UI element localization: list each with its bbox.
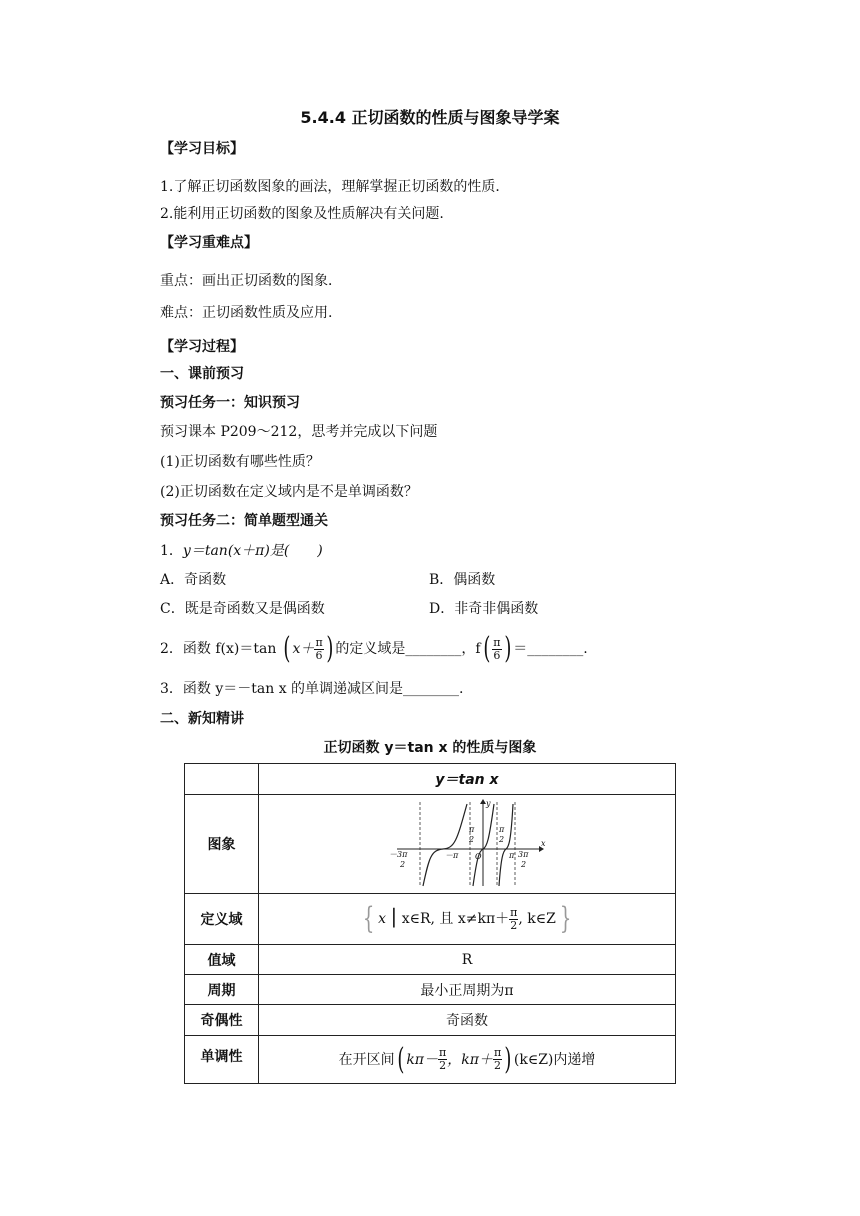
right-paren-icon: ) [326,631,334,666]
exercise-1-number: 1． [160,543,183,559]
domain-label: 定义域 [185,894,259,945]
right-paren-icon: ) [503,631,511,666]
range-label: 值域 [185,945,259,975]
part1-heading: 一、课前预习 [160,366,244,382]
y-axis-label: y [486,799,491,808]
neg-3pi-den: 2 [400,860,406,869]
neg-sign-label: － [389,850,397,859]
task2-heading: 预习任务二：简单题型通关 [160,513,328,529]
tan-branch-right [499,804,513,886]
preview-text: 预习课本 P209～212，思考并完成以下问题 [160,424,438,440]
table-header: y＝tan x [259,764,676,795]
difficult-point: 难点：正切函数性质及应用. [160,305,333,321]
option-b: B．偶函数 [429,572,496,588]
x-axis-label: x [541,839,546,848]
exercise-1-expr: y＝tan(x＋π)是( ) [182,543,323,559]
monotonicity-value: 在开区间( kπ－ $\frac{\pi}{2}$ ，kπ＋ $\frac{\pi}{2}$ ) (k∈Z)内递增 [259,1036,676,1084]
graph-label: 图象 [185,795,259,894]
neg-half-pi-num: π [469,825,475,834]
neg-half-pi-den: 2 [469,835,475,844]
parity-value: 奇函数 [259,1005,676,1036]
exercise-2-middle: 的定义域是________，f [335,641,481,657]
task1-heading: 预习任务一：知识预习 [160,395,300,411]
goals-heading: 【学习目标】 [160,141,244,157]
fraction-pi-6: $\frac{\pi}{6}$ [315,635,323,662]
period-value: 最小正周期为π [259,975,676,1005]
table-caption: 正切函数 y＝tan x 的性质与图象 [323,740,537,756]
properties-table [184,763,676,1084]
goal-1: 1.了解正切函数图象的画法，理解掌握正切函数的性质． [160,179,510,195]
pi-label: π [509,851,515,860]
exercise-1 [160,540,323,560]
neg-3pi-num: 3π [397,850,408,859]
tan-branch-left [423,804,467,886]
question-2: (2)正切函数在定义域内是不是单调函数？ [160,484,418,500]
domain-x: x [378,911,387,927]
domain-condition: x∈R, 且 x≠kπ＋ [401,911,510,927]
period-label: 周期 [185,975,259,1005]
domain-value: { x | x∈R, 且 x≠kπ＋ $\frac{\pi}{2}$ , k∈Z } [259,894,676,945]
table-corner [185,764,259,795]
exercise-2-end: ＝________. [513,641,588,657]
monotonicity-label: 单调性 [185,1036,259,1084]
neg-pi-label: －π [445,851,459,860]
goal-2: 2.能利用正切函数的图象及性质解决有关问题. [160,206,444,222]
exercise-2-x: x＋ [292,641,315,657]
pos-3pi-num: 3π [518,850,529,859]
question-1: (1)正切函数有哪些性质？ [160,454,320,470]
graph-cell [259,795,676,894]
option-a: A．奇函数 [160,572,227,588]
pos-3pi-den: 2 [521,860,527,869]
half-pi-num: π [499,825,505,834]
parity-label: 奇偶性 [185,1005,259,1036]
exercise-2 [160,629,588,669]
option-c: C．既是奇函数又是偶函数 [160,601,325,617]
key-point: 重点：画出正切函数的图象． [160,273,342,289]
fraction-pi-2: $\frac{\pi}{2}$ [510,905,518,932]
process-heading: 【学习过程】 [160,339,244,355]
origin-label: O [475,852,482,861]
tangent-graph [387,798,547,890]
key-heading: 【学习重难点】 [160,235,258,251]
exercise-3: 3．函数 y＝－tan x 的单调递减区间是________. [160,681,464,697]
left-paren-icon: ( [482,631,490,666]
range-value: R [259,945,676,975]
page-title: 5.4.4 正切函数的性质与图象导学案 [300,108,560,127]
half-pi-den: 2 [499,835,505,844]
fraction-pi-6: $\frac{\pi}{6}$ [493,635,501,662]
left-paren-icon: ( [283,631,291,666]
exercise-2-prefix: 2．函数 f(x)＝tan [160,641,277,657]
domain-tail: , k∈Z [518,911,556,927]
part2-heading: 二、新知精讲 [160,711,244,727]
option-d: D．非奇非偶函数 [429,601,539,617]
